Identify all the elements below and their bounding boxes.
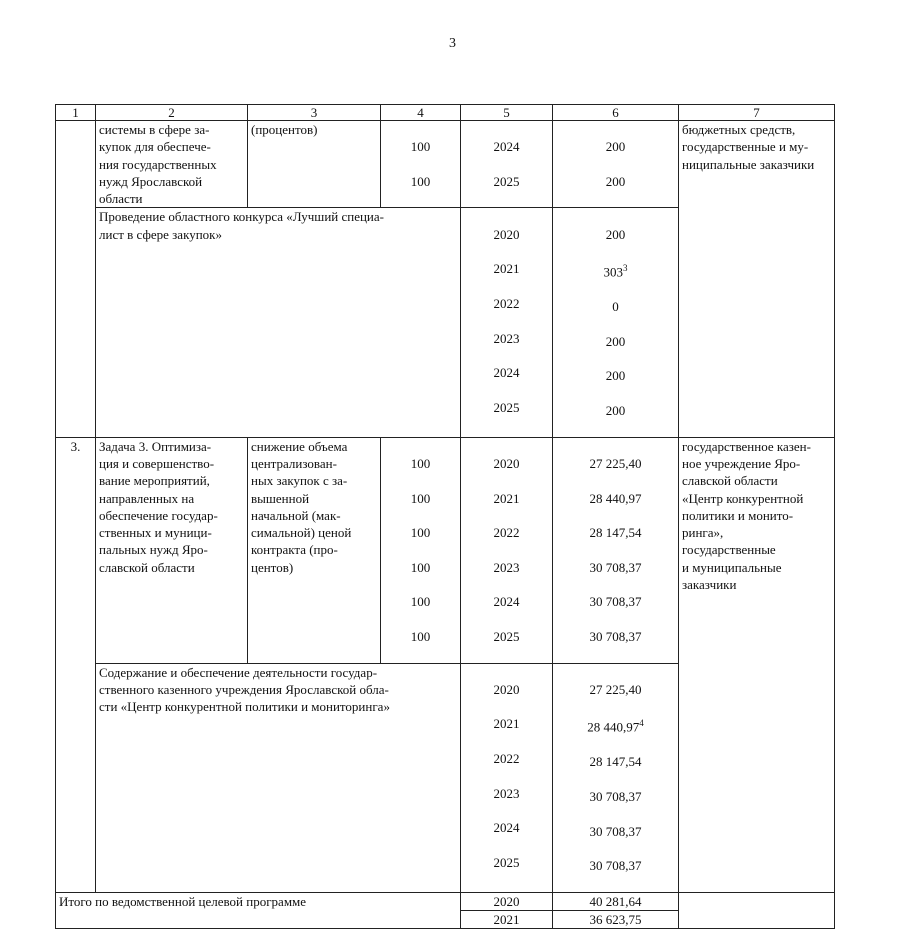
header-cell: 5 — [461, 105, 553, 121]
amount-value: 30 708,37 — [589, 788, 642, 804]
amount-value — [556, 715, 675, 736]
amount-value: 30 708,37 — [589, 594, 642, 610]
year-cell: 2020 — [461, 892, 553, 910]
year-value: 2024 — [493, 594, 520, 610]
page-number: 3 — [449, 36, 456, 51]
target-value: 100 — [410, 628, 431, 644]
year-value: 2021 — [493, 490, 520, 506]
target-value: 100 — [410, 173, 431, 189]
year-cell: 2021 — [461, 911, 553, 929]
year-cell — [461, 208, 553, 437]
activity-cell: Содержание и обеспечение деятельности государ- ственного казенного учреждения Ярославской обла- сти «Центр конкурентной политики и мониторинга» — [96, 663, 461, 892]
amount-value: 27 225,40 — [589, 455, 642, 471]
year-value: 2023 — [493, 330, 520, 346]
year-value: 2021 — [493, 716, 520, 732]
row-number-cell: 3. — [56, 437, 96, 892]
task-cell: системы в сфере за- купок для обеспече- ния государственных нужд Ярославской области — [96, 121, 248, 208]
amount-value: 200 — [605, 403, 626, 419]
year-value: 2023 — [493, 785, 520, 801]
header-row — [56, 105, 835, 121]
amount-value: 28 147,54 — [589, 525, 642, 541]
amount-value: 200 — [605, 173, 626, 189]
year-value: 2025 — [493, 628, 520, 644]
footnote-marker: 3 — [623, 263, 628, 274]
year-cell — [461, 121, 553, 208]
year-value: 2023 — [493, 559, 520, 575]
year-value: 2020 — [493, 226, 520, 242]
target-cell — [381, 437, 461, 663]
row-number-cell — [56, 121, 96, 438]
header-cell: 4 — [381, 105, 461, 121]
header-cell: 1 — [56, 105, 96, 121]
target-value: 100 — [410, 455, 431, 471]
task-cell: Задача 3. Оптимиза- ция и совершенство- вание мероприятий, направленных на обеспечение государ- ственных и муници- пальных нужд Яро- славской области — [96, 437, 248, 663]
amount-value: 0 — [612, 299, 619, 315]
amount-cell — [553, 437, 679, 663]
executor-cell: государственное казен- ное учреждение Яро- славской области «Центр конкурентной политики и монито- ринга», государственные и муниципальные заказчики — [679, 437, 835, 892]
amount-value: 30 708,37 — [589, 628, 642, 644]
year-value: 2024 — [493, 820, 520, 836]
target-cell — [381, 121, 461, 208]
amount-value: 200 — [605, 333, 626, 349]
amount-value: 200 — [605, 368, 626, 384]
year-value: 2024 — [493, 139, 520, 155]
year-value: 2021 — [493, 261, 520, 277]
year-value: 2025 — [493, 854, 520, 870]
amount-number: 28 440,97 — [587, 719, 640, 735]
amount-value: 30 708,37 — [589, 823, 642, 839]
table-row — [56, 437, 835, 663]
amount-value: 30 708,37 — [589, 858, 642, 874]
amount-value: 28 440,97 — [589, 490, 642, 506]
header-cell: 2 — [96, 105, 248, 121]
program-table — [55, 104, 835, 929]
year-value: 2022 — [493, 751, 520, 767]
header-cell: 7 — [679, 105, 835, 121]
year-value: 2020 — [493, 455, 520, 471]
total-label-cell: Итого по ведомственной целевой программе — [56, 892, 461, 929]
year-value: 2020 — [493, 681, 520, 697]
year-value: 2024 — [493, 365, 520, 381]
year-value: 2025 — [493, 399, 520, 415]
amount-cell — [553, 121, 679, 208]
year-value: 2022 — [493, 525, 520, 541]
header-cell: 6 — [553, 105, 679, 121]
amount-cell: 40 281,64 — [553, 892, 679, 910]
table-row — [56, 121, 835, 208]
year-cell — [461, 663, 553, 892]
amount-cell — [553, 663, 679, 892]
amount-cell — [553, 208, 679, 437]
target-value: 100 — [410, 490, 431, 506]
amount-value: 27 225,40 — [589, 681, 642, 697]
amount-cell: 36 623,75 — [553, 911, 679, 929]
amount-value — [556, 260, 675, 281]
indicator-cell: (процентов) — [248, 121, 381, 208]
target-value: 100 — [410, 559, 431, 575]
target-value: 100 — [410, 594, 431, 610]
header-cell: 3 — [248, 105, 381, 121]
amount-value: 200 — [605, 139, 626, 155]
total-row — [56, 892, 835, 910]
year-value: 2022 — [493, 295, 520, 311]
executor-cell: бюджетных средств, государственные и му- ниципальные заказчики — [679, 121, 835, 438]
year-value: 2025 — [493, 173, 520, 189]
target-value: 100 — [410, 525, 431, 541]
amount-value: 200 — [605, 226, 626, 242]
year-cell — [461, 437, 553, 663]
amount-number: 303 — [603, 264, 623, 280]
target-value: 100 — [410, 139, 431, 155]
amount-value: 30 708,37 — [589, 559, 642, 575]
footnote-marker: 4 — [639, 718, 644, 729]
amount-value: 28 147,54 — [589, 754, 642, 770]
activity-cell: Проведение областного конкурса «Лучший специа- лист в сфере закупок» — [96, 208, 461, 437]
indicator-cell: снижение объема централизован- ных закупок с за- вышенной начальной (мак- симальной) ценой контракта (про- центов) — [248, 437, 381, 663]
executor-cell — [679, 892, 835, 929]
